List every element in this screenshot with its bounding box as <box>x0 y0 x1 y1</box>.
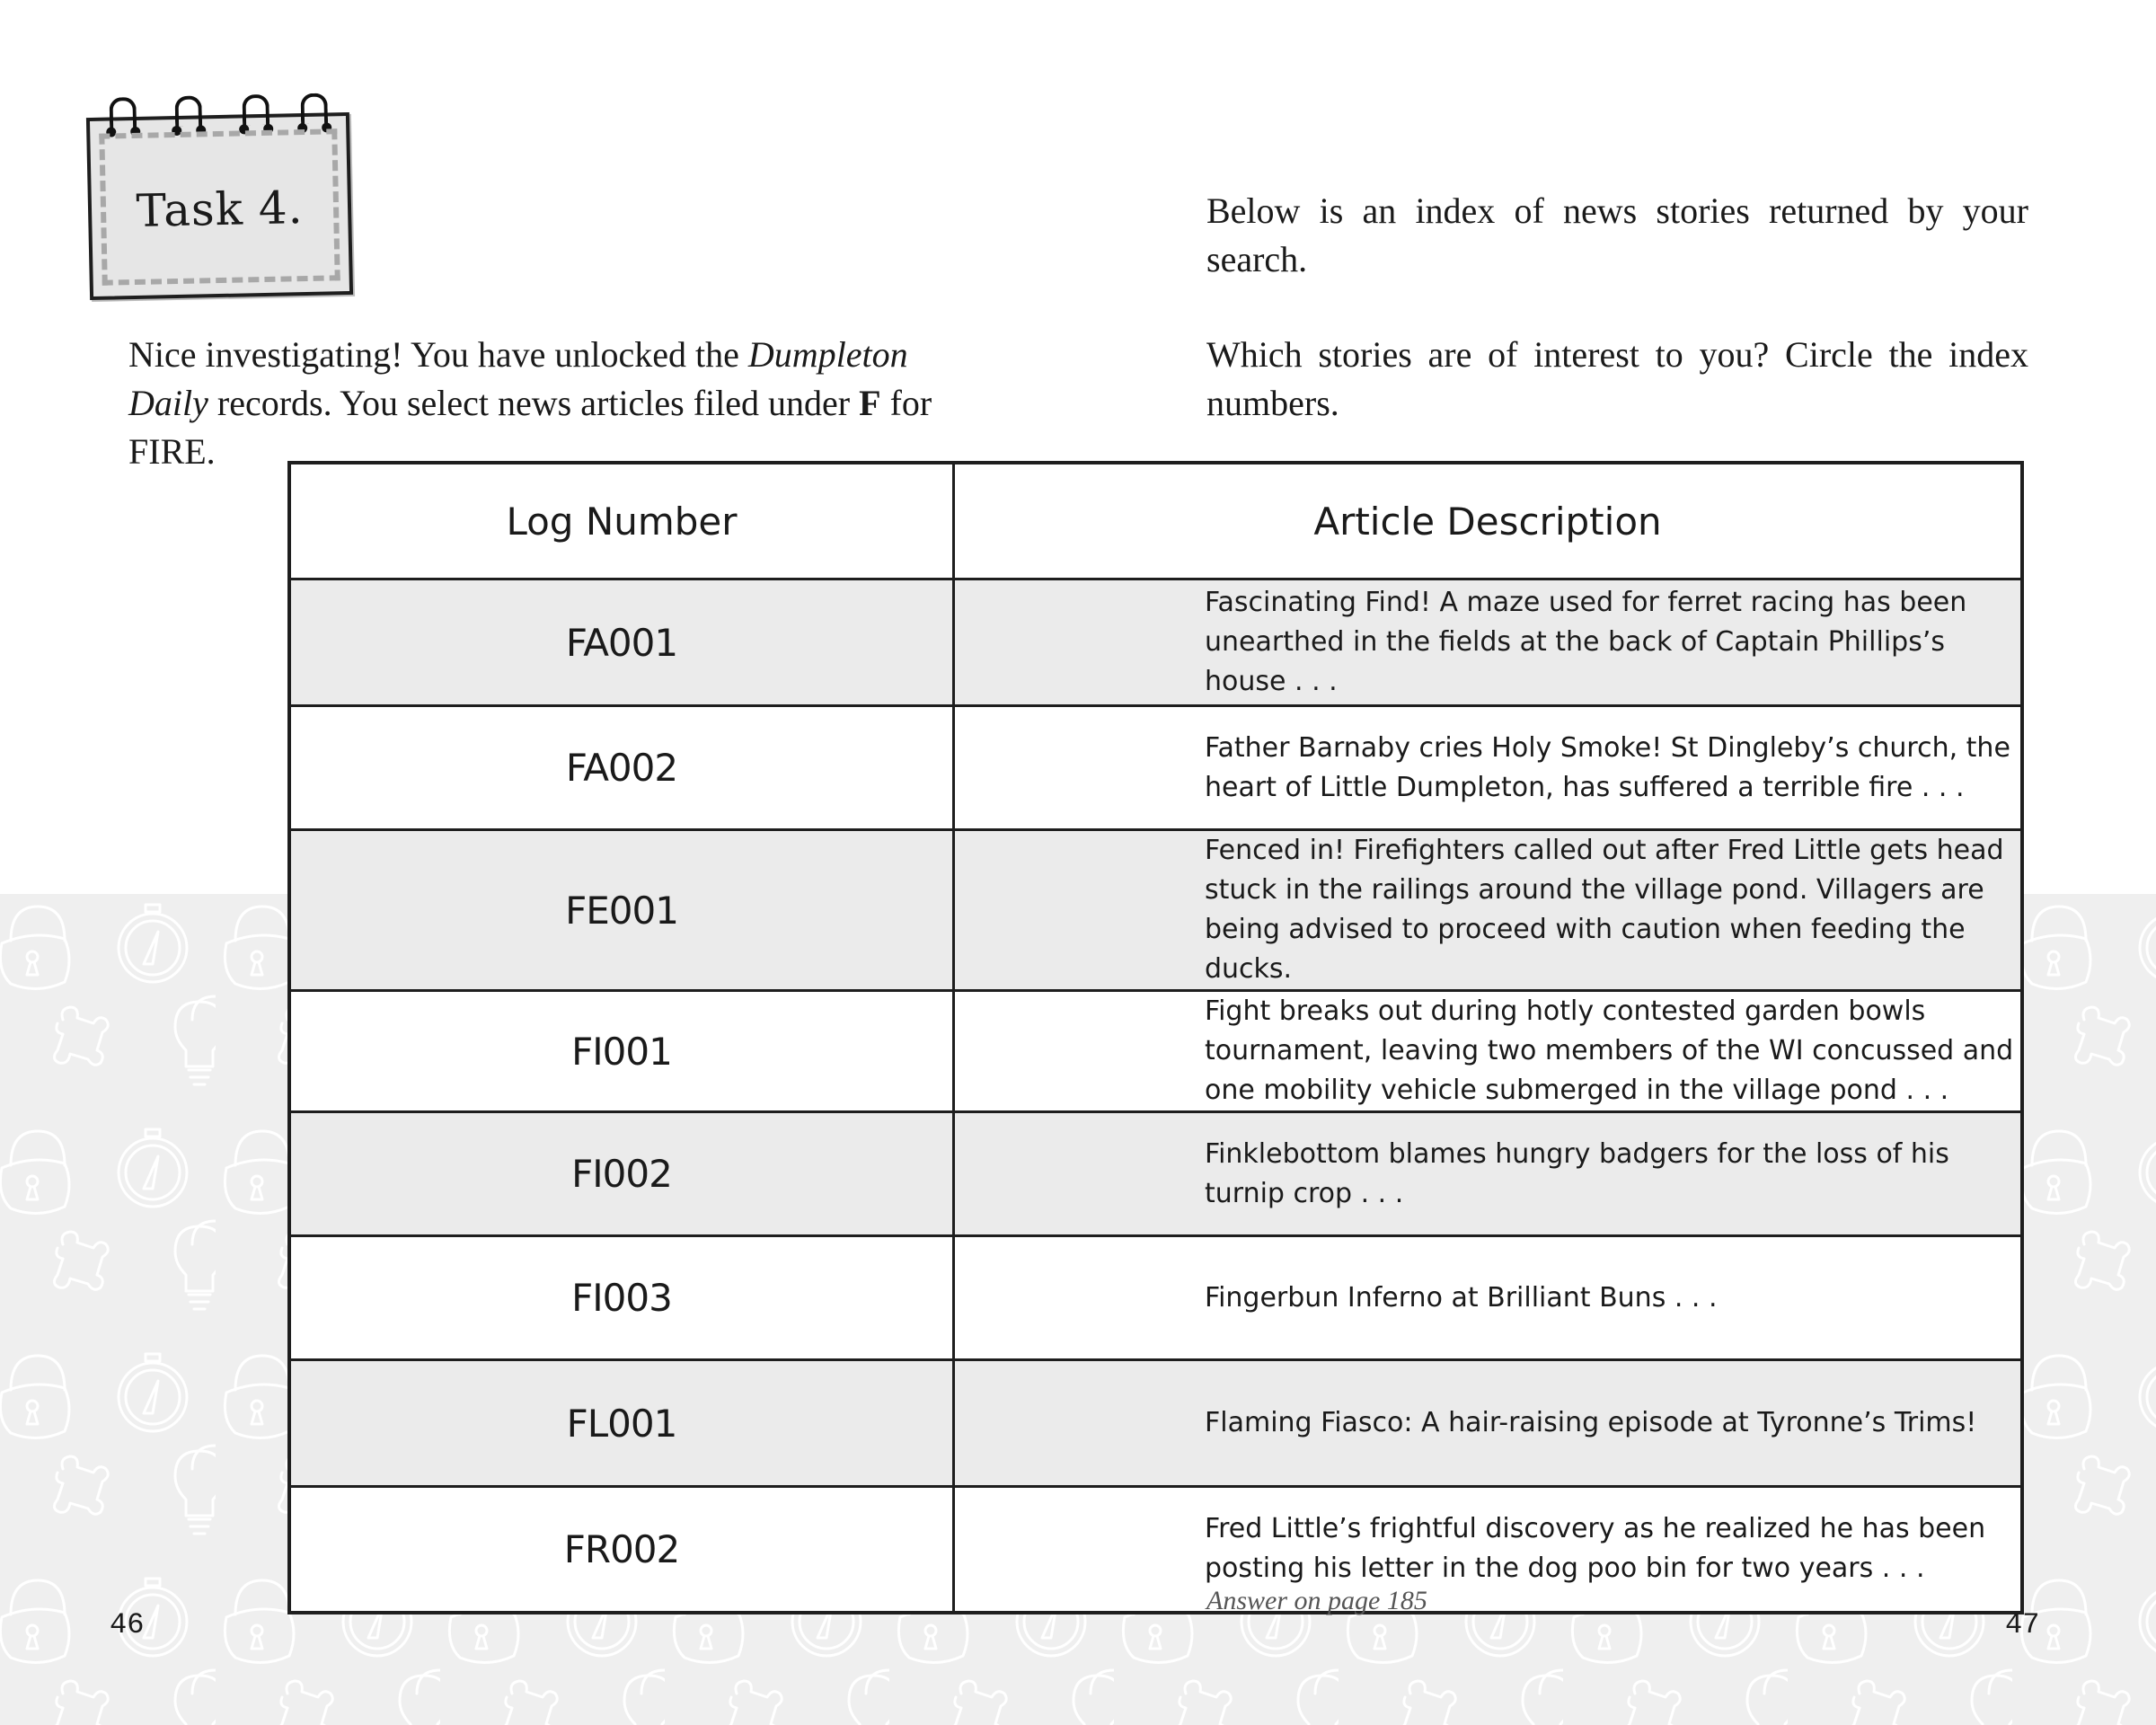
log-number-cell[interactable]: FE001 <box>289 830 954 991</box>
log-number-cell[interactable]: FA002 <box>289 706 954 830</box>
header-article-description: Article Description <box>954 463 2023 579</box>
description-cell: Flaming Fiasco: A hair-raising episode at Tyronne’s Trims! <box>954 1360 2023 1487</box>
page-number-right: 47 <box>2005 1608 2040 1641</box>
task-card <box>86 112 353 300</box>
log-number-cell[interactable]: FI003 <box>289 1236 954 1360</box>
intro-text: records. You select news articles filed under <box>208 383 860 423</box>
table-row <box>289 1360 2022 1487</box>
header-log-number: Log Number <box>289 463 954 579</box>
instruction-paragraph-2: Which stories are of interest to you? Circle the index numbers. <box>1206 334 2028 423</box>
table-row <box>289 1112 2022 1236</box>
description-cell: Fascinating Find! A maze used for ferret racing has been unearthed in the fields at the back of Captain Phillips’s house . . . <box>954 579 2023 706</box>
table-row <box>289 1487 2022 1613</box>
binder-ring-icon <box>300 93 328 124</box>
log-number-cell[interactable]: FI001 <box>289 991 954 1112</box>
log-number-cell[interactable]: FI002 <box>289 1112 954 1236</box>
news-index-table <box>287 461 2024 1614</box>
table-row <box>289 579 2022 706</box>
log-number-cell[interactable]: FR002 <box>289 1487 954 1613</box>
task-title: Task 4. <box>136 181 305 237</box>
answer-reference: Answer on page 185 <box>1206 1586 1427 1615</box>
log-number-cell[interactable]: FL001 <box>289 1360 954 1487</box>
description-cell: Fenced in! Firefighters called out after Fred Little gets head stuck in the railings around the village pond. Villagers are being advised to proceed with caution when feeding the ducks. <box>954 830 2023 991</box>
description-cell: Father Barnaby cries Holy Smoke! St Dingleby’s church, the heart of Little Dumpleton, has suffered a terrible fire . . . <box>954 706 2023 830</box>
table-row <box>289 830 2022 991</box>
log-number-cell[interactable]: FA001 <box>289 579 954 706</box>
intro-paragraph <box>128 331 955 476</box>
binder-ring-icon <box>242 94 270 126</box>
table-row <box>289 1236 2022 1360</box>
description-cell: Finklebottom blames hungry badgers for the loss of his turnip crop . . . <box>954 1112 2023 1236</box>
binder-ring-icon <box>109 97 137 128</box>
description-cell: Fight breaks out during hotly contested garden bowls tournament, leaving two members of the WI concussed and one mobility vehicle submerged in the village pond . . . <box>954 991 2023 1112</box>
table-row <box>289 706 2022 830</box>
instruction-paragraph-1: Below is an index of news stories returned by your search. <box>1206 190 2028 279</box>
intro-text: Nice investigating! You have unlocked the <box>128 334 748 375</box>
binder-ring-icon <box>174 95 202 127</box>
table-header-row <box>289 463 2022 579</box>
page-number-left: 46 <box>110 1608 145 1641</box>
description-cell: Fingerbun Inferno at Brilliant Buns . . . <box>954 1236 2023 1360</box>
filing-letter: F <box>859 383 881 423</box>
newspaper-name: Dumpleton Daily <box>128 334 908 423</box>
table-row <box>289 991 2022 1112</box>
intro-text: for FIRE. <box>128 383 932 472</box>
description-cell: Fred Little’s frightful discovery as he realized he has been posting his letter in the dog poo bin for two years . . . <box>954 1487 2023 1613</box>
